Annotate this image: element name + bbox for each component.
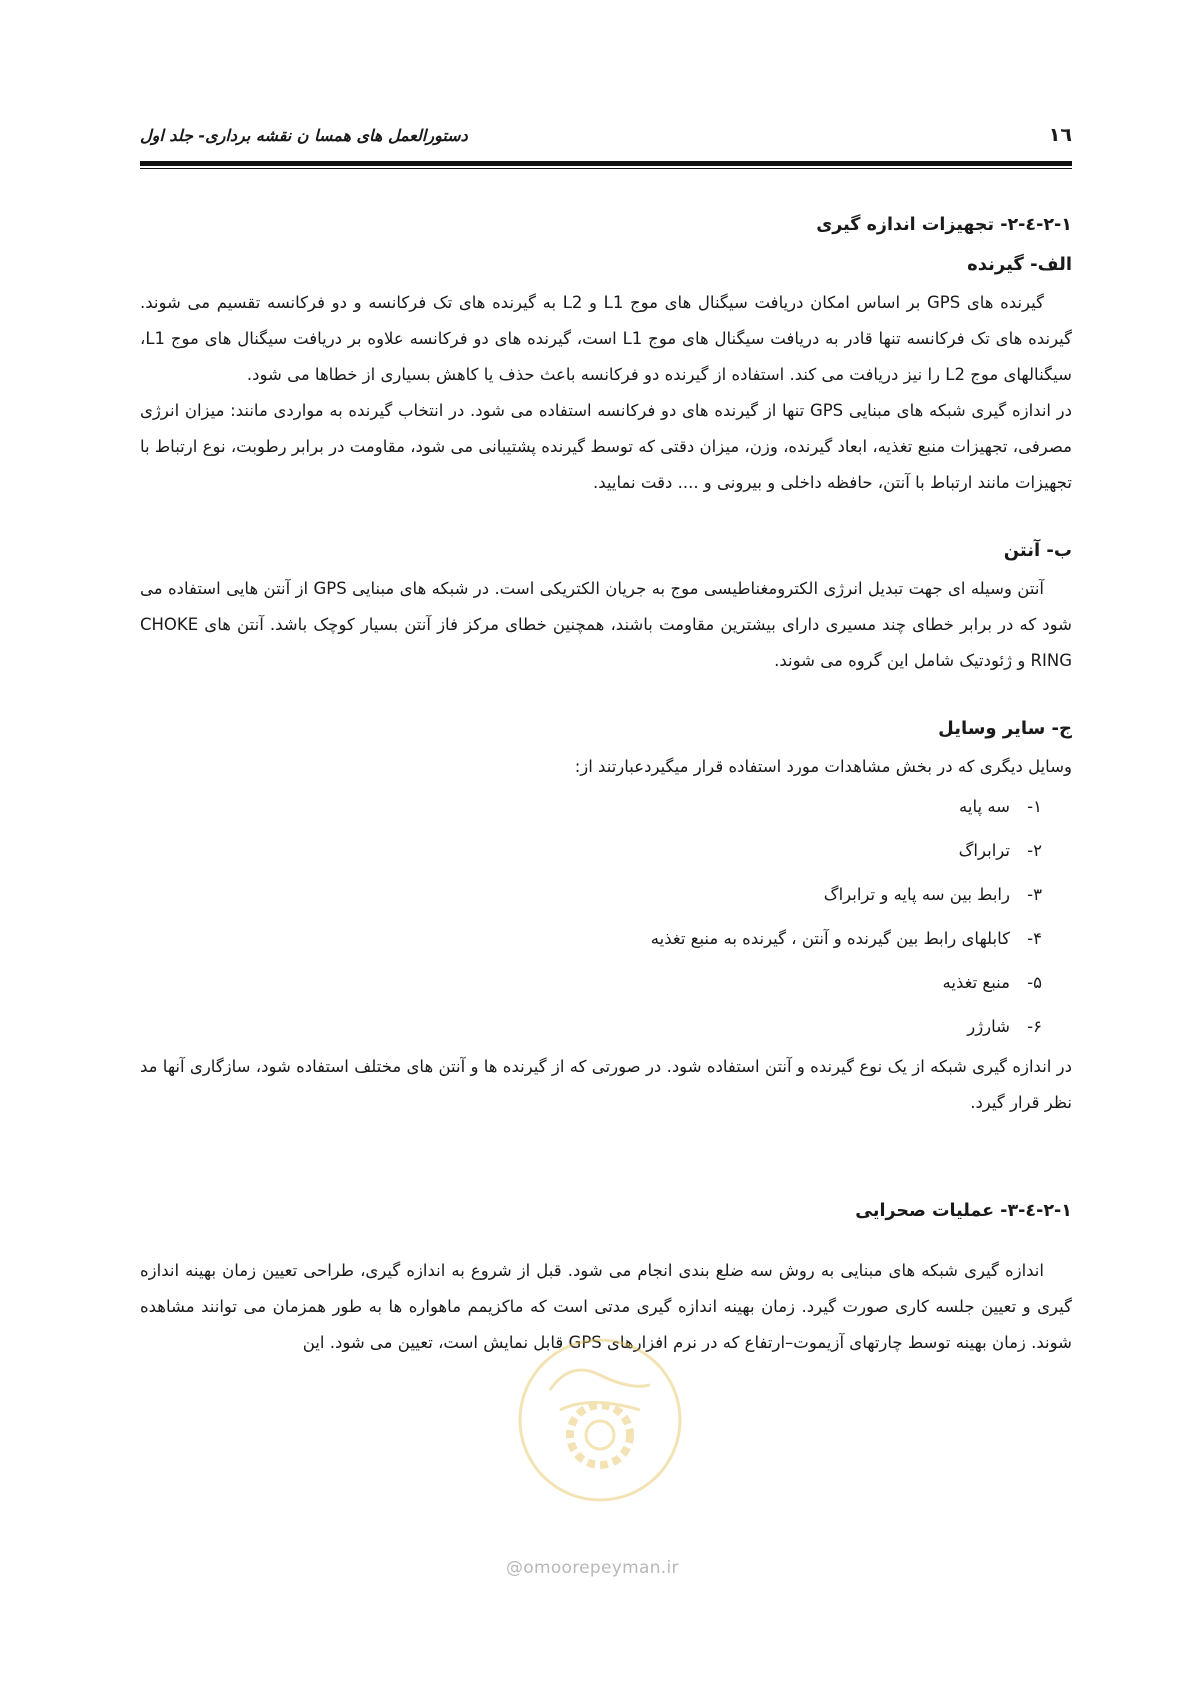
list-item bbox=[140, 785, 1042, 829]
section-heading-equipment: ۲-۱-٤-۲- تجهیزات اندازه گیری bbox=[816, 215, 1072, 235]
list-item bbox=[140, 1005, 1042, 1049]
paragraph-field-operations: اندازه گیری شبکه های مبنایی به روش سه ضلع بندی انجام می شود. قبل از شروع به اندازه گیری، طراحی تعیین زمان بهینه اندازه گیری و تعیین جلسه کاری صورت گیرد. زمان بهینه اندازه گیری مدتی است که ماکزیمم ماهواره ها به طور همزمان می توانند مشاهده شوند. زمان بهینه توسط چارتهای آزیموت–ارتفاع که در نرم افزارهای GPS قابل نمایش است، تعیین می شود. این bbox=[140, 1261, 1072, 1352]
header-rule-thin bbox=[140, 168, 1072, 169]
section-heading-field-operations: ۲-۱-٤-۳- عملیات صحرایی bbox=[855, 1201, 1072, 1221]
spacer bbox=[140, 501, 1072, 531]
watermark-gear-hub bbox=[586, 1421, 614, 1449]
spacer bbox=[140, 679, 1072, 709]
equipment-list bbox=[140, 785, 1072, 1049]
subheading-antenna: ب- آنتن bbox=[1003, 540, 1072, 561]
list-item-number: ۵- bbox=[1027, 973, 1042, 992]
running-title: دستورالعمل های همسا ن نقشه برداری- جلد اول bbox=[140, 126, 468, 145]
watermark-calligraphy bbox=[550, 1370, 650, 1390]
watermark-calligraphy bbox=[560, 1403, 640, 1411]
watermark-site-text: @omoorepeyman.ir bbox=[506, 1558, 679, 1578]
list-item-text: منبع تغذیه bbox=[942, 973, 1010, 992]
list-item-number: ۴- bbox=[1027, 929, 1042, 948]
paragraph-other-intro: وسایل دیگری که در بخش مشاهدات مورد استفاده قرار میگیردعبارتند از: bbox=[574, 757, 1072, 776]
page-number: ١٦ bbox=[1048, 124, 1072, 146]
spacer bbox=[140, 1231, 1072, 1253]
list-item-text: رابط بین سه پایه و ترابراگ bbox=[823, 885, 1010, 904]
paragraph-antenna: آنتن وسیله ای جهت تبدیل انرژی الکترومغناطیسی موج به جریان الکتریکی است. در شبکه های مبنایی GPS از آنتن هایی استفاده می شود که در برابر خطای چند مسیری دارای بیشترین مقاومت باشند، همچنین خطای مرکز فاز آنتن بسیار کوچک باشد. آنتن های CHOKE RING و ژئودتیک شامل این گروه می شوند. bbox=[140, 579, 1072, 670]
page-body bbox=[140, 205, 1072, 1361]
list-item-text: کابلهای رابط بین گیرنده و آنتن ، گیرنده به منبع تغذیه bbox=[650, 929, 1010, 948]
list-item-number: ۶- bbox=[1027, 1017, 1042, 1036]
list-item-number: ٣- bbox=[1027, 885, 1042, 904]
watermark-logo bbox=[500, 1330, 700, 1570]
list-item-text: سه پایه bbox=[959, 797, 1010, 816]
header-rule-thick bbox=[140, 161, 1072, 166]
list-item-number: ١- bbox=[1027, 797, 1042, 816]
list-item-text: ترابراگ bbox=[958, 841, 1010, 860]
paragraph-receiver-2: در اندازه گیری شبکه های مبنایی GPS تنها از گیرنده های دو فرکانسه استفاده می شود. در انتخاب گیرنده به مواردی مانند: میزان انرژی مصرفی، تجهیزات منبع تغذیه، ابعاد گیرنده، وزن، میزان دقتی که توسط گیرنده پشتیبانی می شود، مقاومت در برابر رطوبت، نوع ارتباط با تجهیزات مانند ارتباط با آنتن، حافظه داخلی و بیرونی و .... دقت نمایید. bbox=[140, 401, 1072, 492]
paragraph-other-outro: در اندازه گیری شبکه از یک نوع گیرنده و آنتن استفاده شود. در صورتی که از گیرنده ها و آنتن های مختلف استفاده شود، سازگاری آنها مد نظر قرار گیرد. bbox=[140, 1057, 1072, 1112]
list-item bbox=[140, 829, 1042, 873]
list-item bbox=[140, 873, 1042, 917]
watermark-ring bbox=[520, 1340, 680, 1500]
spacer bbox=[140, 1121, 1072, 1191]
list-item-number: ٢- bbox=[1027, 841, 1042, 860]
list-item bbox=[140, 917, 1042, 961]
page-header bbox=[140, 118, 1072, 148]
subheading-receiver: الف- گیرنده bbox=[967, 254, 1072, 275]
list-item bbox=[140, 961, 1042, 1005]
watermark-gear bbox=[570, 1405, 630, 1465]
paragraph-receiver-1: گیرنده های GPS بر اساس امکان دریافت سیگنال های موج L1 و L2 به گیرنده های تک فرکانسه و دو فرکانسه تقسیم می شوند. گیرنده های تک فرکانسه تنها قادر به دریافت سیگنال های موج L1 است، گیرنده های دو فرکانسه علاوه بر دریافت سیگنال های موج L1، سیگنالهای موج L2 را نیز دریافت می کند. استفاده از گیرنده دو فرکانسه باعث حذف یا کاهش بسیاری از خطاها می شود. bbox=[140, 293, 1073, 384]
subheading-other-equipment: ج- سایر وسایل bbox=[938, 718, 1072, 739]
list-item-text: شارژر bbox=[967, 1017, 1010, 1036]
